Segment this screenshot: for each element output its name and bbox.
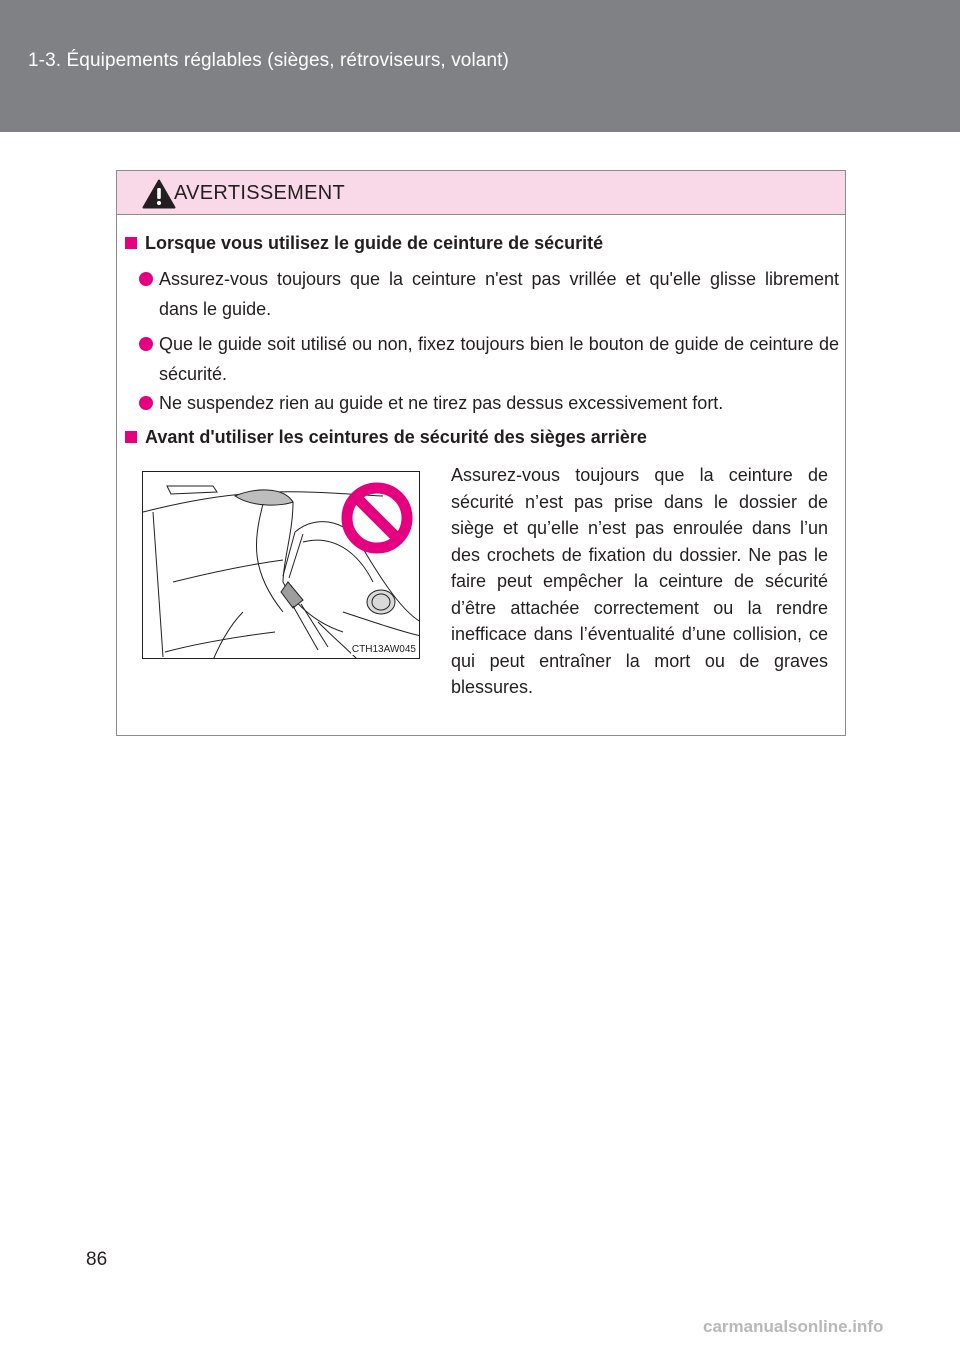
warning-box (116, 170, 846, 736)
list-item: Ne suspendez rien au guide et ne tirez pas dessus excessivement fort. (139, 391, 839, 418)
bullet-dot-icon (139, 396, 153, 410)
page-number: 86 (86, 1249, 108, 1270)
illustration-code: CTH13AW045 (351, 644, 416, 655)
square-bullet-icon (125, 431, 137, 443)
warning-header (117, 171, 845, 215)
seat-belt-drawing (143, 472, 420, 659)
square-bullet-icon (125, 237, 137, 249)
chapter-title: 1-3. Équipements réglables (sièges, rétroviseurs, volant) (28, 50, 509, 71)
list-item: Que le guide soit utilisé ou non, fixez toujours bien le bouton de guide de ceinture de sécurité. (139, 332, 839, 389)
warning-triangle-icon (142, 179, 176, 209)
section-heading-belt-guide: Lorsque vous utilisez le guide de ceinture de sécurité (125, 233, 603, 254)
list-item: Assurez-vous toujours que la ceinture n'est pas vrillée et qu'elle glisse librement dans le guide. (139, 267, 839, 324)
prohibition-icon (347, 488, 407, 548)
watermark: carmanualsonline.info (703, 1317, 884, 1336)
bullet-dot-icon (139, 337, 153, 351)
warning-title: AVERTISSEMENT (174, 182, 345, 204)
rear-seat-belt-illustration (142, 471, 420, 659)
rear-seat-warning-text: Assurez-vous toujours que la ceinture de sécurité n’est pas prise dans le dossier de siège et qu’elle n’est pas enroulée dans l’un des crochets de fixation du dossier. Ne pas le faire peut empêcher la ceinture de sécurité d’être attachée correctement ou la rendre inefficace dans l’éventualité d’une collision, ce qui peut entraîner la mort ou de graves blessures. (451, 465, 828, 697)
bullet-dot-icon (139, 272, 153, 286)
section-heading-rear-seats: Avant d'utiliser les ceintures de sécurité des sièges arrière (125, 427, 647, 448)
page-header-band (0, 0, 960, 132)
